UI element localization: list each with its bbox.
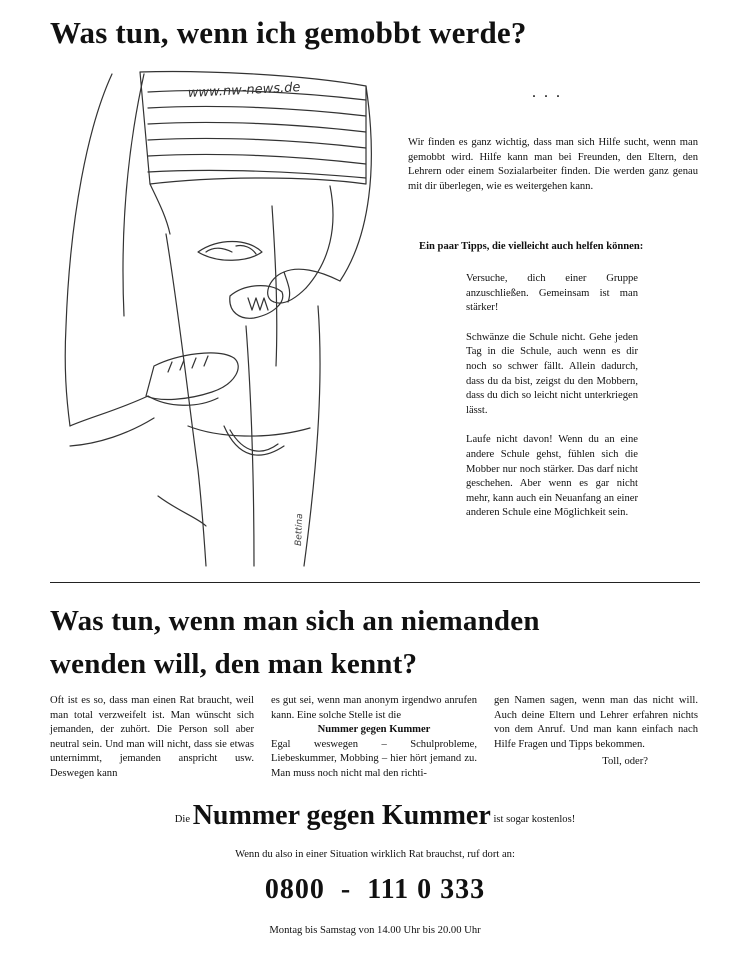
column-3-end: Toll, oder?: [602, 756, 648, 768]
opening-hours: Montag bis Samstag von 14.00 Uhr bis 20.00 Uhr: [269, 925, 481, 936]
tip-1: Versuche, dich einer Gruppe anzuschließen. Gemeinsam ist man stärker!: [466, 273, 638, 314]
call-line: Wenn du also in einer Situation wirklich Rat brauchst, ruf dort an:: [235, 849, 515, 860]
tips-list: [466, 272, 638, 536]
sketch-url: www.nw-news.de: [187, 80, 301, 101]
section-divider: [50, 582, 700, 583]
column-1: Oft ist es so, dass man einen Rat braucht, weil man total verzweifelt ist. Man wünscht sich jemanden, der zuhört. Die Person soll aber neutral sein. Und man will nicht, dass sie etwas unternimmt, jemanden anspricht usw. Deswegen kann: [50, 695, 254, 779]
section2-title-line1: Was tun, wenn man sich an niemanden: [50, 605, 540, 637]
banner: [0, 800, 750, 832]
intro-paragraph: Wir finden es ganz wichtig, dass man sich Hilfe sucht, wenn man gemobbt wird. Hilfe kann man bei Freunden, den Eltern, den Lehrern oder einem Sozialarbeiter finden. Die werden ganz genau mit dir überlegen, wie es weitergehen kann.: [408, 137, 698, 192]
column-3: [494, 694, 698, 770]
banner-name: Nummer gegen Kummer: [192, 800, 491, 831]
phone-number: 0800 - 111 0 333: [264, 874, 486, 905]
banner-pre: Die: [174, 814, 191, 825]
column-2: [271, 694, 477, 782]
ellipsis: . . .: [532, 84, 562, 101]
column-2-text-b: Egal weswegen – Schulprobleme, Liebeskummer, Mobbing – hier hört jemand zu. Man muss noch nicht mal den richti-: [271, 738, 477, 779]
tip-2: Schwänze die Schule nicht. Gehe jeden Tag in die Schule, auch wenn es dir noch so schwer fällt. Allein dadurch, dass du da bist, zeigst du den Mobbern, dass du dich so leicht nicht unterkriegen lässt.: [466, 331, 638, 416]
tips-heading: Ein paar Tipps, die vielleicht auch helfen können:: [419, 241, 644, 252]
page-title: Was tun, wenn ich gemobbt werde?: [50, 15, 527, 50]
column-3-text: gen Namen sagen, wenn man das nicht will. Auch deine Eltern und Lehrer erfahren nichts von dem Anruf. Und man kann einfach nach Hilfe Fragen und Tipps bekommen.: [494, 695, 698, 750]
artist-signature: Bettina: [294, 513, 306, 547]
banner-post: ist sogar kostenlos!: [493, 814, 576, 825]
section2-title: [50, 600, 540, 686]
column-2-text-a: es gut sei, wenn man anonym irgendwo anrufen kann. Eine solche Stelle ist die: [271, 695, 477, 721]
bullying-illustration: [48, 66, 392, 570]
tip-3: Laufe nicht davon! Wenn du an eine andere Schule gehst, fühlen sich die Mobber nur noch stärker. Das darf nicht geschehen. Aber wenn es gar nicht mehr, kann auch ein Neuanfang an einer anderen Schule eine Möglichkeit sein.: [466, 434, 638, 519]
section2-title-line2: wenden will, den man kennt?: [50, 648, 418, 680]
column-2-highlight: Nummer gegen Kummer: [317, 724, 431, 736]
